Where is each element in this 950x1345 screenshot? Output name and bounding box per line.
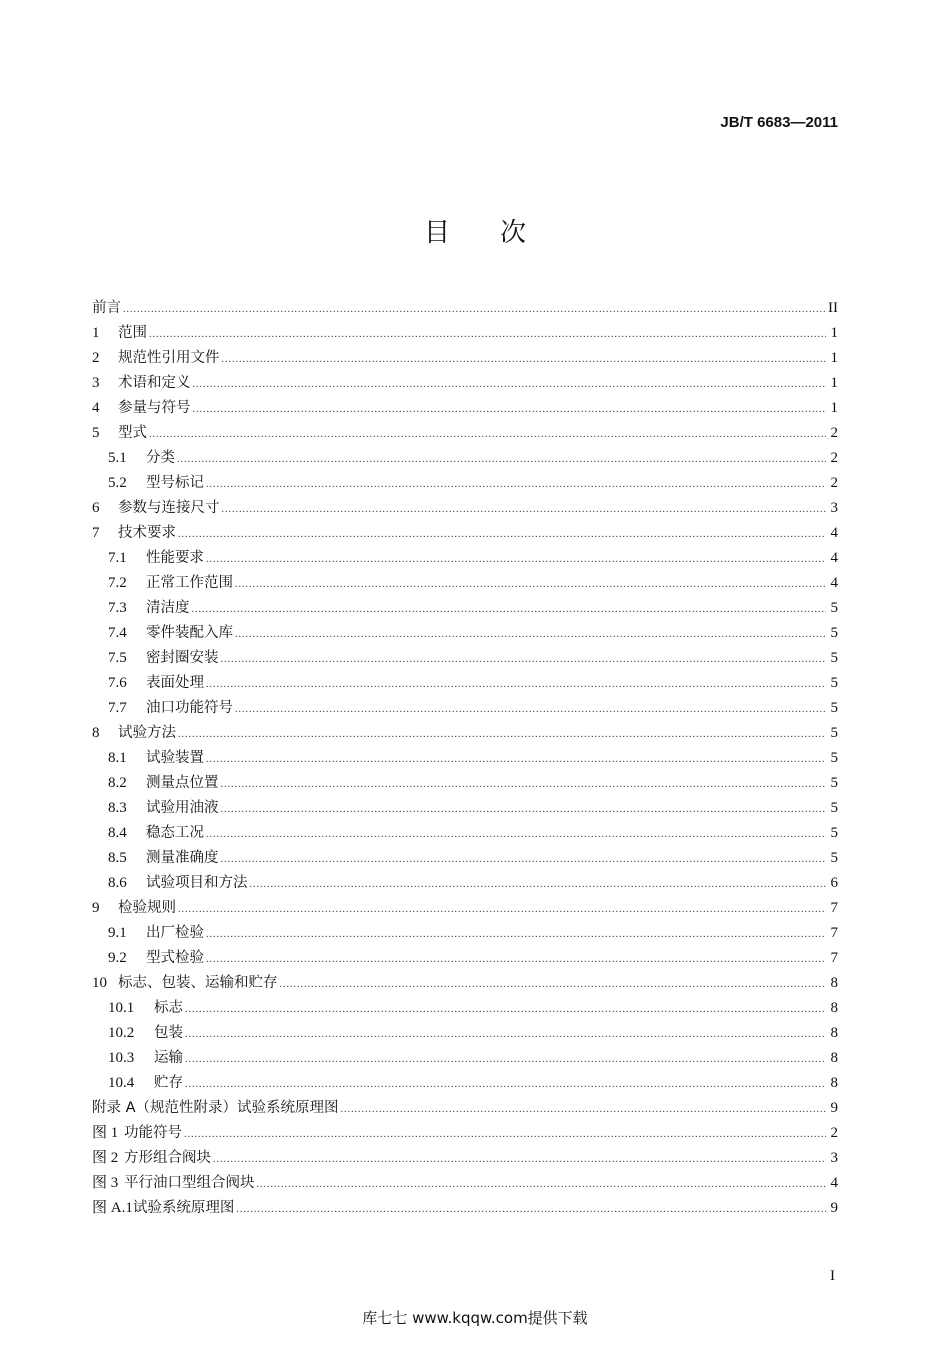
toc-entry-page: 7 <box>830 900 838 916</box>
toc-entry-page: 4 <box>830 550 838 566</box>
toc-entry-label: 技术要求 <box>118 525 176 541</box>
toc-entry-number: 7.3 <box>108 600 127 616</box>
toc-entry-number: 5.2 <box>108 475 127 491</box>
page-number: I <box>830 1268 835 1284</box>
toc-entry-page: 4 <box>830 525 838 541</box>
toc-entry[interactable] <box>92 746 838 771</box>
standard-code: JB/T 6683—2011 <box>720 114 838 131</box>
toc-entry[interactable] <box>92 821 838 846</box>
toc-entry-label: 范围 <box>118 325 147 341</box>
toc-entry[interactable] <box>92 596 838 621</box>
toc-entry-label: 平行油口型组合阀块 <box>124 1175 255 1191</box>
toc-entry-number: 7.4 <box>108 625 127 641</box>
toc-entry-label: 术语和定义 <box>118 375 191 391</box>
dot-leader <box>185 1004 826 1015</box>
toc-entry-page: 1 <box>830 400 838 416</box>
toc-entry-number: 8.6 <box>108 875 127 891</box>
toc-entry-number: 2 <box>92 350 100 366</box>
toc-entry-number: 10.1 <box>108 1000 135 1016</box>
toc-entry[interactable] <box>92 946 838 971</box>
toc-entry-label: 出厂检验 <box>146 925 204 941</box>
page-title: 目次 <box>423 218 576 248</box>
toc-entry-page: 5 <box>830 625 838 641</box>
toc-entry[interactable] <box>92 471 838 496</box>
toc-entry-label: 测量准确度 <box>146 850 219 866</box>
toc-entry[interactable] <box>92 896 838 921</box>
toc-entry-label: 零件装配入库 <box>146 625 233 641</box>
toc-entry-page: 3 <box>830 500 838 516</box>
toc-entry[interactable] <box>92 696 838 721</box>
toc-entry[interactable] <box>92 346 838 371</box>
toc-entry-page: 2 <box>830 425 838 441</box>
toc-entry-page: 5 <box>830 775 838 791</box>
dot-leader <box>222 504 827 515</box>
dot-leader <box>221 854 827 865</box>
toc-entry-label: 运输 <box>154 1050 183 1066</box>
dot-leader <box>235 704 826 715</box>
toc-entry-label: 标志、包装、运输和贮存 <box>118 975 278 991</box>
toc-entry-label: 性能要求 <box>146 550 204 566</box>
toc-entry[interactable] <box>92 721 838 746</box>
toc-entry-page: 5 <box>830 650 838 666</box>
toc-entry-number: 7.2 <box>108 575 127 591</box>
toc-entry-number: 6 <box>92 500 100 516</box>
toc-entry-label: 标志 <box>154 1000 183 1016</box>
toc-entry[interactable] <box>92 1171 838 1196</box>
toc-entry-label: 试验项目和方法 <box>146 875 248 891</box>
dot-leader <box>206 754 826 765</box>
toc-entry[interactable] <box>92 671 838 696</box>
toc-entry-label: 规范性引用文件 <box>118 350 220 366</box>
toc-entry-page: 5 <box>830 675 838 691</box>
toc-entry-number: 8.1 <box>108 750 127 766</box>
toc-entry-number: 7 <box>92 525 100 541</box>
toc-entry-number: 9.2 <box>108 950 127 966</box>
dot-leader <box>192 604 827 615</box>
toc-entry-number: 5 <box>92 425 100 441</box>
toc-entry-number: 9 <box>92 900 100 916</box>
dot-leader <box>193 404 827 415</box>
toc-entry-number: 图 1 <box>92 1125 119 1141</box>
toc-entry-label: 试验用油液 <box>146 800 219 816</box>
toc-entry-page: 4 <box>830 1175 838 1191</box>
toc-entry-label: 分类 <box>146 450 175 466</box>
toc-entry-label: 附录 A（规范性附录）试验系统原理图 <box>92 1100 339 1116</box>
toc-entry[interactable] <box>92 971 838 996</box>
toc-entry-number: 4 <box>92 400 100 416</box>
toc-entry[interactable] <box>92 1121 838 1146</box>
toc-entry-page: 8 <box>830 1025 838 1041</box>
toc-entry-label: 型式 <box>118 425 147 441</box>
toc-entry-page: 7 <box>830 925 838 941</box>
toc-entry-label: 功能符号 <box>124 1125 182 1141</box>
toc-entry-number: 8 <box>92 725 100 741</box>
toc-entry-page: 1 <box>830 350 838 366</box>
toc-entry-number: 1 <box>92 325 100 341</box>
toc-entry-number: 3 <box>92 375 100 391</box>
toc-entry[interactable] <box>92 446 838 471</box>
dot-leader <box>185 1054 826 1065</box>
dot-leader <box>149 429 826 440</box>
footer-watermark: 库七七 www.kqqw.com提供下载 <box>362 1309 588 1327</box>
toc-entry[interactable] <box>92 1021 838 1046</box>
toc-entry-page: 6 <box>830 875 838 891</box>
toc-entry[interactable] <box>92 496 838 521</box>
toc-entry-number: 8.2 <box>108 775 127 791</box>
toc-entry-page: 5 <box>830 600 838 616</box>
toc-entry-number: 10.3 <box>108 1050 135 1066</box>
dot-leader <box>235 579 826 590</box>
toc-entry-number: 10.2 <box>108 1025 135 1041</box>
toc-entry-page: 5 <box>830 825 838 841</box>
toc-entry-page: 9 <box>830 1200 838 1216</box>
dot-leader <box>221 654 827 665</box>
toc-entry-label: 密封圈安装 <box>146 650 219 666</box>
dot-leader <box>184 1129 826 1140</box>
toc-entry-page: 2 <box>830 450 838 466</box>
toc-entry-label: 清洁度 <box>146 600 190 616</box>
toc-entry-label: 方形组合阀块 <box>124 1150 211 1166</box>
dot-leader <box>213 1154 826 1165</box>
toc-entry-number: 7.1 <box>108 550 127 566</box>
toc-entry[interactable] <box>92 846 838 871</box>
dot-leader <box>250 879 827 890</box>
toc-entry-label: 检验规则 <box>118 900 176 916</box>
dot-leader <box>178 729 826 740</box>
toc-entry-page: 8 <box>830 975 838 991</box>
toc-entry-page: 7 <box>830 950 838 966</box>
toc-entry[interactable] <box>92 1146 838 1171</box>
toc-entry-page: 3 <box>830 1150 838 1166</box>
toc-entry-label: 参量与符号 <box>118 400 191 416</box>
toc-entry[interactable] <box>92 1046 838 1071</box>
toc-entry-label: 稳态工况 <box>146 825 204 841</box>
toc-entry-page: 5 <box>830 750 838 766</box>
dot-leader <box>222 354 827 365</box>
dot-leader <box>221 779 827 790</box>
toc-entry-page: 5 <box>830 850 838 866</box>
toc-entry-label: 型号标记 <box>146 475 204 491</box>
dot-leader <box>206 829 826 840</box>
toc-entry-label: 正常工作范围 <box>146 575 233 591</box>
toc-entry[interactable] <box>92 296 838 321</box>
toc-entry-label: 试验方法 <box>118 725 176 741</box>
dot-leader <box>280 979 827 990</box>
dot-leader <box>206 679 826 690</box>
toc-entry-label: 包装 <box>154 1025 183 1041</box>
toc-entry[interactable] <box>92 546 838 571</box>
dot-leader <box>341 1104 826 1115</box>
toc-entry-number: 8.4 <box>108 825 127 841</box>
toc-entry-number: 5.1 <box>108 450 127 466</box>
toc-entry[interactable] <box>92 421 838 446</box>
toc-entry-number: 7.7 <box>108 700 127 716</box>
toc-entry-label: 油口功能符号 <box>146 700 233 716</box>
toc-entry-label: 试验装置 <box>146 750 204 766</box>
toc-entry-number: 9.1 <box>108 925 127 941</box>
dot-leader <box>149 329 826 340</box>
dot-leader <box>178 904 826 915</box>
dot-leader <box>221 804 827 815</box>
toc-entry-number: 图 3 <box>92 1175 119 1191</box>
toc-entry-page: II <box>828 300 838 316</box>
dot-leader <box>206 954 826 965</box>
toc-entry-page: 5 <box>830 725 838 741</box>
toc-entry-label: 测量点位置 <box>146 775 219 791</box>
dot-leader <box>206 554 826 565</box>
toc-entry[interactable] <box>92 1196 838 1221</box>
toc-entry-number: 7.5 <box>108 650 127 666</box>
dot-leader <box>236 1204 826 1215</box>
toc-entry[interactable] <box>92 646 838 671</box>
toc-entry[interactable] <box>92 571 838 596</box>
toc-entry[interactable] <box>92 321 838 346</box>
toc-entry-label: 贮存 <box>154 1075 183 1091</box>
toc-entry[interactable] <box>92 621 838 646</box>
toc-entry-page: 2 <box>830 1125 838 1141</box>
toc-entry[interactable] <box>92 396 838 421</box>
dot-leader <box>206 929 826 940</box>
toc-entry-label: 参数与连接尺寸 <box>118 500 220 516</box>
toc-entry-page: 1 <box>830 375 838 391</box>
toc-entry-number: 7.6 <box>108 675 127 691</box>
toc-entry-number: 图 A.1 <box>92 1200 133 1216</box>
dot-leader <box>185 1029 826 1040</box>
dot-leader <box>185 1079 826 1090</box>
toc-entry-page: 9 <box>830 1100 838 1116</box>
toc-entry-page: 8 <box>830 1000 838 1016</box>
toc-entry-number: 图 2 <box>92 1150 119 1166</box>
dot-leader <box>193 379 827 390</box>
toc-entry[interactable] <box>92 521 838 546</box>
dot-leader <box>257 1179 827 1190</box>
toc-entry[interactable] <box>92 796 838 821</box>
dot-leader <box>123 304 826 315</box>
toc-entry-number: 10.4 <box>108 1075 135 1091</box>
toc-entry-label: 表面处理 <box>146 675 204 691</box>
toc-entry-page: 5 <box>830 800 838 816</box>
table-of-contents <box>92 296 838 1221</box>
toc-entry-page: 8 <box>830 1075 838 1091</box>
toc-entry-label: 型式检验 <box>146 950 204 966</box>
dot-leader <box>178 529 826 540</box>
toc-entry[interactable] <box>92 371 838 396</box>
toc-entry[interactable] <box>92 1071 838 1096</box>
toc-entry[interactable] <box>92 996 838 1021</box>
toc-entry-page: 2 <box>830 475 838 491</box>
toc-entry[interactable] <box>92 921 838 946</box>
toc-entry-label: 前言 <box>92 300 121 316</box>
toc-entry[interactable] <box>92 771 838 796</box>
toc-entry-label: 试验系统原理图 <box>132 1200 235 1216</box>
toc-entry[interactable] <box>92 1096 838 1121</box>
dot-leader <box>235 629 826 640</box>
toc-entry-number: 8.5 <box>108 850 127 866</box>
toc-entry-page: 5 <box>830 700 838 716</box>
dot-leader <box>206 479 826 490</box>
toc-entry-page: 8 <box>830 1050 838 1066</box>
toc-entry-page: 1 <box>830 325 838 341</box>
toc-entry-number: 8.3 <box>108 800 127 816</box>
toc-entry[interactable] <box>92 871 838 896</box>
dot-leader <box>177 454 826 465</box>
toc-entry-number: 10 <box>92 975 107 991</box>
toc-entry-page: 4 <box>830 575 838 591</box>
